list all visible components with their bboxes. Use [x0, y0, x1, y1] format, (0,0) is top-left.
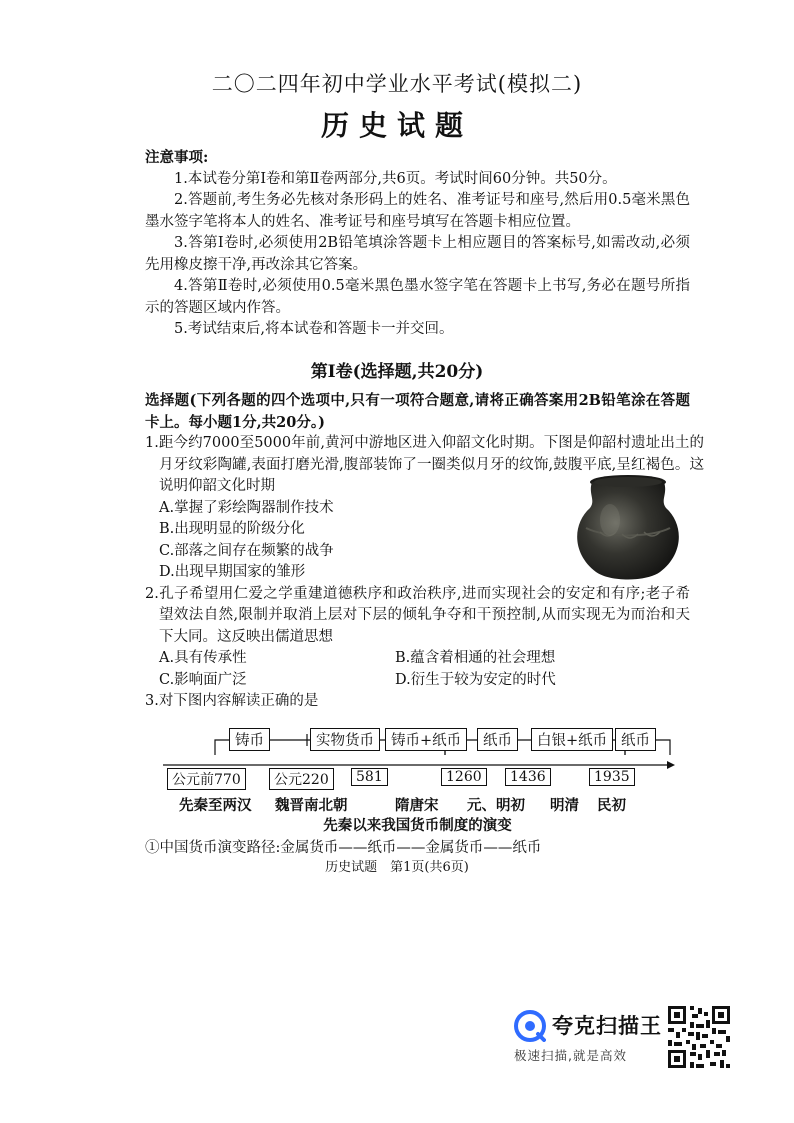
currency-label-3: 铸币+纸币: [385, 728, 467, 751]
period-label-1: 先秦至两汉: [179, 797, 252, 814]
notice-item-2: 2.答题前,考生务必先核对条形码上的姓名、准考证号和座号,然后用0.5毫米黑色墨水签字笔将本人的姓名、准考证号和座号填写在答题卡相应位置。: [145, 192, 690, 230]
question-2-option-d: D.衍生于较为安定的时代: [395, 671, 556, 688]
exam-title: 二〇二四年初中学业水平考试(模拟二): [211, 72, 583, 96]
period-label-6: 民初: [597, 797, 626, 814]
scanner-slogan: 极速扫描,就是高效: [514, 1048, 627, 1063]
year-label-5: 1436: [505, 768, 551, 786]
question-2-option-b: B.蕴含着相通的社会理想: [395, 650, 556, 666]
year-label-2: 公元220: [269, 768, 334, 790]
qr-code-icon: [666, 1004, 732, 1070]
notice-item-3: 3.答第Ⅰ卷时,必须使用2B铅笔填涂答题卡上相应题目的答案标号,如需改动,必须先用橡皮擦干净,再改涂其它答案。: [145, 235, 690, 273]
scanner-watermark: [512, 1004, 752, 1074]
scanner-app-name: 夸克扫描王: [552, 1014, 662, 1038]
question-2-stem: 2.孔子希望用仁爱之学重建道德秩序和政治秩序,进而实现社会的安定和有序;老子希望效法自然,限制并取消上层对下层的倾轧争夺和干预控制,从而实现无为而治和天下大同。这反映出儒道思想: [145, 585, 690, 645]
year-label-1: 公元前770: [167, 768, 246, 790]
timeline-caption: 先秦以来我国货币制度的演变: [323, 817, 512, 834]
notice-title: 注意事项:: [145, 149, 209, 166]
year-label-3: 581: [351, 768, 388, 786]
section-instruction: 选择题(下列各题的四个选项中,只有一项符合题意,请将正确答案用2B铅笔涂在答题卡上。每小题1分,共20分。): [145, 392, 690, 431]
year-label-6: 1935: [589, 768, 635, 786]
section-title: 第Ⅰ卷(选择题,共20分): [310, 362, 484, 382]
question-1-option-c: C.部落之间存在频繁的战争: [159, 542, 334, 559]
period-label-2: 魏晋南北朝: [275, 797, 348, 814]
question-3-stem: 3.对下图内容解读正确的是: [145, 693, 319, 709]
notice-item-5: 5.考试结束后,将本试卷和答题卡一并交回。: [174, 321, 454, 337]
question-2-option-c: C.影响面广泛: [159, 671, 247, 688]
page-footer: 历史试题 第1页(共6页): [325, 860, 469, 875]
period-label-4: 元、明初: [467, 797, 525, 814]
currency-label-6: 纸币: [615, 728, 656, 751]
period-label-5: 明清: [550, 797, 579, 814]
question-3-statement-1: ①中国货币演变路径:金属货币——纸币——金属货币——纸币: [145, 840, 542, 856]
question-1-option-a: A.掌握了彩绘陶器制作技术: [159, 499, 334, 516]
notice-item-4: 4.答第Ⅱ卷时,必须使用0.5毫米黑色墨水签字笔在答题卡上书写,务必在题号所指示的答题区域内作答。: [145, 278, 690, 316]
period-label-3: 隋唐宋: [395, 797, 439, 814]
question-1-option-d: D.出现早期国家的雏形: [159, 564, 306, 580]
currency-label-1: 铸币: [229, 728, 270, 751]
question-1-stem: 1.距今约7000至5000年前,黄河中游地区进入仰韶文化时期。下图是仰韶村遗址出土的月牙纹彩陶罐,表面打磨光滑,腹部装饰了一圈类似月牙的纹饰,鼓腹平底,呈红褐色。这说明仰韶文化时期: [145, 435, 704, 494]
scanner-logo-icon: [514, 1010, 546, 1042]
pottery-jar-icon: [566, 472, 690, 584]
currency-timeline: [145, 720, 690, 860]
notice-section: [145, 147, 690, 341]
currency-label-4: 纸币: [477, 728, 518, 751]
question-2-options-row-1: [145, 648, 690, 670]
notice-item-1: 1.本试卷分第Ⅰ卷和第Ⅱ卷两部分,共6页。考试时间60分钟。共50分。: [174, 170, 617, 187]
question-2-options-row-2: [145, 670, 690, 692]
currency-label-5: 白银+纸币: [531, 728, 613, 751]
currency-label-2: 实物货币: [310, 728, 380, 751]
year-label-4: 1260: [441, 768, 487, 786]
subject-title: 历史试题: [320, 109, 473, 142]
question-1-option-b: B.出现明显的阶级分化: [159, 521, 305, 537]
question-2-option-a: A.具有传承性: [159, 650, 247, 666]
pottery-jar-image: [566, 472, 690, 584]
